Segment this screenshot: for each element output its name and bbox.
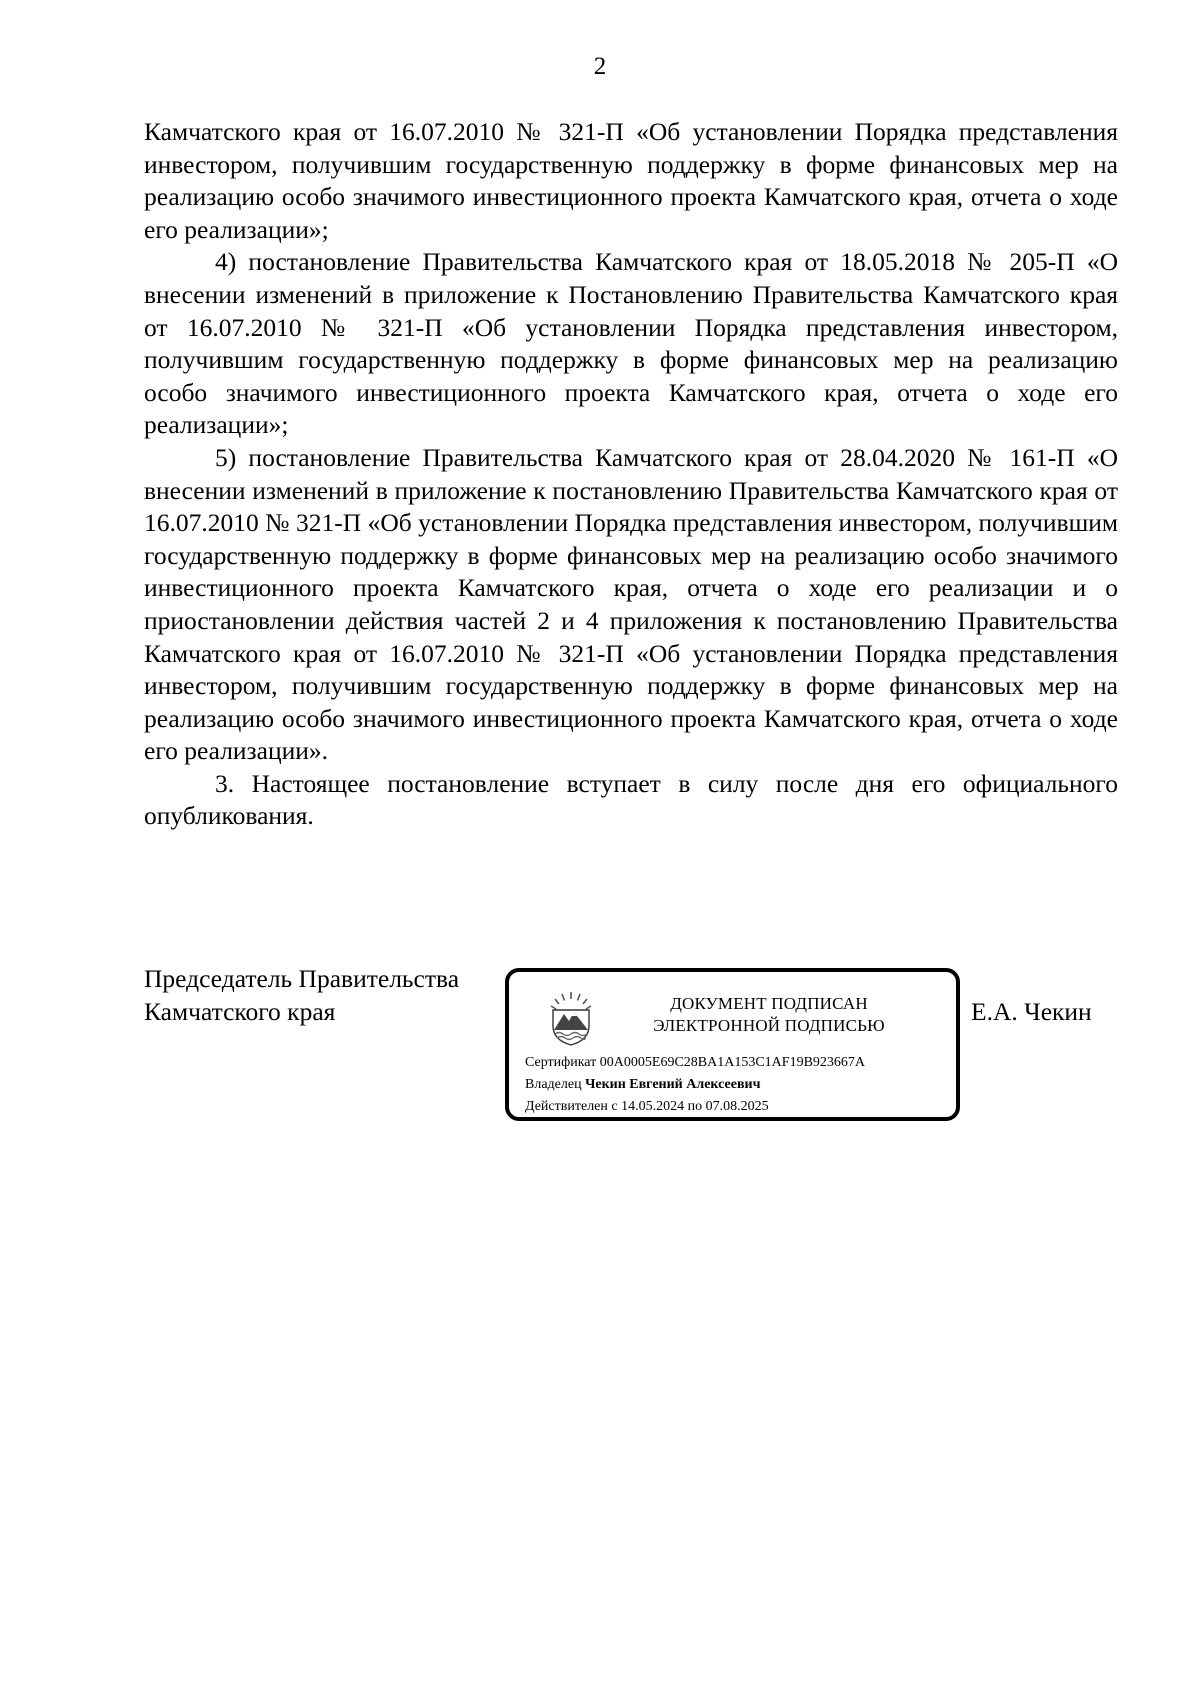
stamp-title bbox=[609, 993, 929, 1037]
valid-from-prefix: с bbox=[611, 1099, 618, 1114]
certificate-value: 00A0005E69C28BA1A153C1AF19B923667A bbox=[599, 1055, 866, 1070]
owner-label: Владелец bbox=[525, 1077, 582, 1092]
stamp-title-line1: ДОКУМЕНТ ПОДПИСАН bbox=[670, 994, 868, 1013]
stamp-owner bbox=[525, 1076, 760, 1094]
paragraph-clause-3: 3. Настоящее постановление вступает в силу после дня его официального опубликования. bbox=[144, 768, 1118, 831]
signer-name: Е.А. Чекин bbox=[971, 997, 1092, 1026]
certificate-label: Сертификат bbox=[525, 1055, 597, 1070]
stamp-title-line2: ЭЛЕКТРОННОЙ ПОДПИСЬЮ bbox=[653, 1016, 885, 1035]
stamp-certificate bbox=[525, 1054, 865, 1072]
valid-to-prefix: по bbox=[687, 1099, 703, 1114]
paragraph-item-4: 4) постановление Правительства Камчатского края от 18.05.2018 № 205-П «О внесении изменений в приложение к Постановлению Правительства Камчатского края от 16.07.2010 № 321-П «Об установлении Порядка представления инвестором, получившим государственную поддержку в форме финансовых мер на реализацию особо значимого инвестиционного проекта Камчатского края, отчета о ходе его реализации»; bbox=[144, 247, 1118, 440]
page-number: 2 bbox=[593, 53, 607, 80]
paragraph-item-5: 5) постановление Правительства Камчатского края от 28.04.2020 № 161-П «О внесении изменений в приложение к постановлению Правительства Камчатского края от 16.07.2010 № 321-П «Об установлении Порядка представления инвестором, получившим государственную поддержку в форме финансовых мер на реализацию особо значимого инвестиционного проекта Камчатского края, отчета о ходе его реализации и о приостановлении действия частей 2 и 4 приложения к постановлению Правительства Камчатского края от 16.07.2010 № 321-П «Об установлении Порядка представления инвестором, получившим государственную поддержку в форме финансовых мер на реализацию особо значимого инвестиционного проекта Камчатского края, отчета о ходе его реализации». bbox=[144, 442, 1118, 766]
valid-from: 14.05.2024 bbox=[621, 1099, 685, 1114]
kamchatka-coat-of-arms-icon bbox=[547, 990, 595, 1046]
signer-position bbox=[144, 962, 504, 1028]
valid-to: 07.08.2025 bbox=[705, 1099, 769, 1114]
signer-position-line2: Камчатского края bbox=[144, 997, 336, 1026]
document-body bbox=[144, 116, 1118, 833]
paragraph-continuation: Камчатского края от 16.07.2010 № 321-П «Об установлении Порядка представления инвестором, получившим государственную поддержку в форме финансовых мер на реализацию особо значимого инвестиционного проекта Камчатского края, отчета о ходе его реализации»; bbox=[144, 117, 1118, 244]
valid-label: Действителен bbox=[525, 1099, 608, 1114]
electronic-signature-stamp bbox=[505, 968, 960, 1121]
signer-position-line1: Председатель Правительства bbox=[144, 964, 460, 993]
owner-value: Чекин Евгений Алексеевич bbox=[585, 1077, 761, 1092]
stamp-validity bbox=[525, 1098, 769, 1116]
